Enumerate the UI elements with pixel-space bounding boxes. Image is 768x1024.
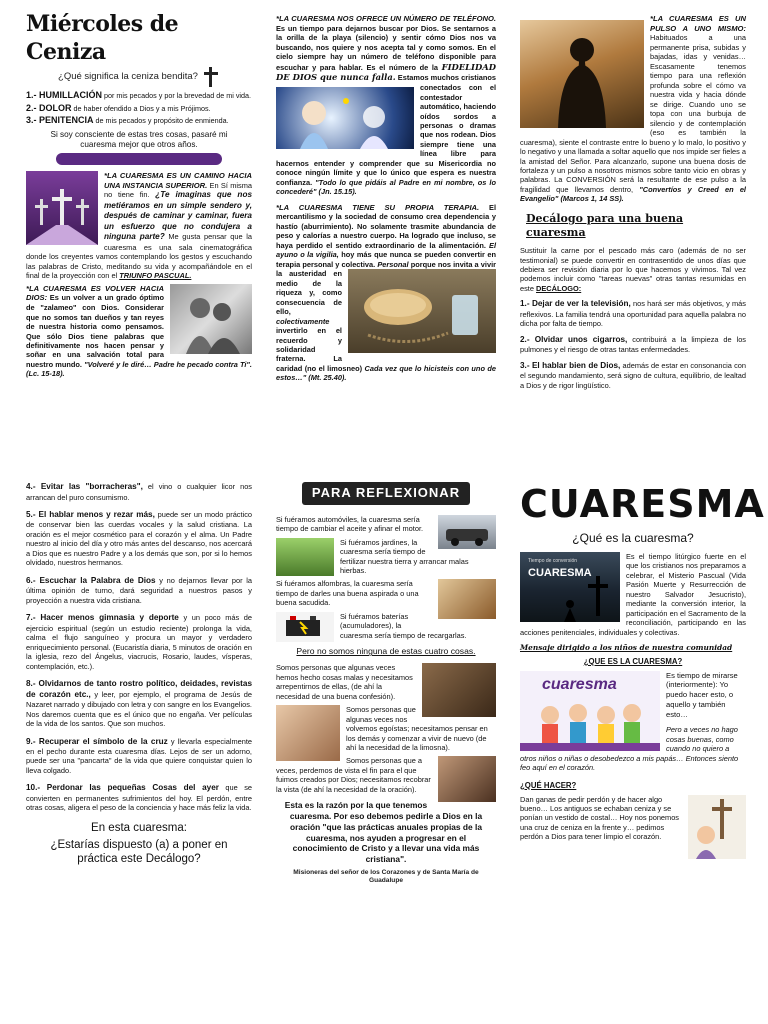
decalogue-text: que se convierten en permanentes sufrimientos del hoy. El perdón, entre otras cosas, aligera el peso de la conciencia y hace más feliz la vida. — [26, 783, 252, 813]
kids-what-is: ¿QUE ES LA CUARESMA? — [583, 656, 683, 666]
therapy-text-e: porque nos invita a vivir la austeridad en medio de la riqueza y, como consecuencia de ello, — [276, 259, 496, 317]
carpet-image — [438, 579, 496, 619]
reflect-reason: Esta es la razón por la que tenemos cuaresma. Por eso debemos pedirle a Dios en la oración "que las prácticas anuales propias de la cuaresma, nos ayuden a progresar en el conocimiento de Cristo y a llevar una vida más cristiana". — [284, 800, 483, 865]
tel-title: *LA CUARESMA NOS OFRECE UN NÚMERO DE TELÉFONO. — [276, 14, 496, 23]
therapy-text-g: invertirlo en el recuerdo y solidaridad fraterna. La caridad (no el limosneo) — [276, 326, 365, 373]
cover-image-title: CUARESMA — [528, 566, 592, 579]
decalogue-text: nos hará ser más objetivos, y más reflexivos. La familia tendrá una oportunidad para aquella palabra no dicha por falta de tiempo. — [520, 299, 746, 329]
children-message: Mensaje dirigido a los niños de nuestra comunidad — [520, 643, 733, 653]
meaning-item — [26, 103, 252, 115]
decalogue-item — [520, 335, 746, 355]
tel-quote: "Todo lo que pidáis al Padre en mi nombre, os lo concederé" (Jn. 15.15). — [276, 177, 496, 197]
therapy-quote: Cada vez que lo hicisteis con uno de estos…" (Mt. 25.40). — [276, 363, 496, 383]
cross-icon — [202, 66, 220, 88]
volver-quote: "Volveré y le diré… Padre he pecado contra Ti". (Lc. 15-18). — [26, 359, 252, 379]
crosses-image — [26, 171, 98, 245]
decalogue-text: y un poco más de ejercicio espiritual (según un estudio reciente) prolonga la vida, calma el flujo sanguíneo y procura un mayor y verdadero enriquecimiento personal. (Eucaristía diaria, 5 minutos de oración en la iglesia, rezo del Ángelus, viacrucis, Rosario, laudes, vísperas, contemplación, etc.). — [26, 613, 252, 671]
volver-title: *LA CUARESMA ES VOLVER HACIA DIOS: — [26, 283, 164, 303]
decalogue-text: y no dejarnos llevar por la última opinión de turno, dará seguridad a nuestros pasos y proyección a nuestra vida cristiana. — [26, 575, 252, 605]
garden-image — [276, 538, 334, 576]
decalogue-item — [26, 510, 252, 568]
decalogue-item — [26, 613, 252, 671]
decalogue-key: 7.- Hacer menos gimnasia y deporte — [26, 613, 179, 623]
decalogue-item — [520, 299, 746, 328]
section-camino — [26, 171, 252, 281]
section-pulse — [520, 14, 746, 204]
phone-call-image — [276, 87, 414, 149]
decalogue-key: 3.- El hablar bien de Dios, — [520, 360, 621, 370]
decalogue-intro — [520, 246, 746, 293]
meaning-list — [26, 90, 252, 127]
decalogue-text: puede ser un modo práctico de conservar bien las cuerdas vocales y la salud cristiana. La oración es el mejor cosmético para el corazón y el alma. Un Padre nuestro al inicio del día y otro más antes del descanso, nos acercará a Dios que es nuestro Padre y a los demás que son, por si lo hemos olvidado, nuestros hermanos. — [26, 509, 253, 568]
tel-fidelity: FIDELIDAD DE DIOS que nunca falla. — [276, 61, 496, 83]
decalogue-key: 5.- El hablar menos y rezar más, — [26, 509, 155, 519]
closing-question: ¿Estarías dispuesto (a) a poner en práctica este Decálogo? — [50, 838, 228, 866]
meaning-text: por mis pecados y por la brevedad de mi vida. — [102, 91, 252, 101]
decalogue-text: y llevarla especialmente en el pecho durante esta cuaresma días. Lejos de ser un adorno, puede ser una "pancarta" de la vida que quiere conquistar quien lo lleva colgado. — [26, 736, 252, 775]
decalogue-key: 10.- Perdonar las pequeñas Cosas del ayer — [26, 783, 219, 793]
reflect-prayer: Somos personas que a veces, perdemos de vista el fin para el que fuimos creados por Dios; necesitamos recobrar la vista (de ahí la necesidad de la oración). — [276, 756, 431, 794]
meaning-text: de haber ofendido a Dios y a mis Prójimos. — [71, 103, 211, 113]
therapy-title: *LA CUARESMA TIENE SU PROPIA TERAPIA. — [276, 202, 480, 212]
therapy-fasting: El ayuno o la vigilia, — [276, 240, 496, 260]
decalogue-text: y leer, por ejemplo, el programa de Jesús de Nazaret narrado y dibujado con letra y con sangre en los Evangelios. Nos daremos cuenta que es el único que no engaña. Ver películas de la vida de los santos. Que son muchos. — [26, 689, 252, 729]
meaning-key: 2.- DOLOR — [26, 102, 72, 113]
prodigal-son-image — [170, 284, 252, 354]
column-what-is-lent — [514, 474, 765, 942]
decalogue-text: además de estar en consonancia con el segundo mandamiento, será signo de cultura, equilibrio, de lealtad a Dios y de rigor lingüístico. — [520, 360, 747, 390]
decalogue-item — [26, 737, 252, 776]
definition-text: Es el tiempo litúrgico fuerte en el que los cristianos nos preparamos a celebrar, el Misterio Pascual (Vida Pasión Muerte y Resurrección de nuestro Salvador Jesucristo), mediante la conversión interior, la participación en el Sacramento de la reconciliación, participando en las acciones penitenciales, individuales y colectivas. — [520, 551, 746, 637]
section-telephone — [276, 14, 496, 197]
pulse-conversion: CONVERSIÓN — [566, 175, 616, 185]
therapy-text-a: El mercantilismo y la sociedad de consumo crea dependencia y hastío (aburrimiento). No solamente trasmite abundancia de peso y calorías a nuestro cuerpo. Ha logrado que incluso, se haya perdido el sentido extraordinario de la alimentación. — [276, 202, 496, 250]
cover-title: CUARESMA — [520, 482, 765, 526]
column-telephone — [270, 6, 502, 474]
section-volver — [26, 284, 252, 379]
decalogue-item — [520, 361, 746, 390]
reflect-car: Si fuéramos automóviles, la cuaresma sería tiempo de cambiar el aceite y afinar el motor. — [276, 514, 424, 534]
camino-triumph: TRIUNFO PASCUAL. — [119, 271, 192, 281]
car-image — [438, 515, 496, 549]
pulse-quote: "Convertíos y Creed en el Evangelio" (Marcos 1, 14 SS). — [520, 184, 746, 204]
tel-text-c: Estamos muchos cristianos conectados con el contestador automático, haciendo oídos sordos a personas o dramas que nos rodean. Dios siempre tiene una línea libre para hacernos entender y comprender que su Misericordia no conoce ningún límite y que lo único que espera es nuestra confianza. — [276, 73, 496, 187]
cover-image-caption: Tiempo de conversión — [528, 557, 578, 564]
camino-title: *LA CUARESMA ES UN CAMINO HACIA UNA INSTANCIA SUPERIOR. — [104, 170, 252, 190]
pulse-text-c: será la resultante de ese pulso a la fragilidad que llevamos dentro, — [520, 175, 746, 194]
decalogue-heading: Decálogo para una buena cuaresma — [526, 211, 684, 239]
camino-text-a: En Sí misma no tiene fin. — [104, 180, 252, 200]
kids-what-to-do: ¿QUÉ HACER? — [520, 780, 577, 790]
page-title: Miércoles de Ceniza — [26, 11, 179, 66]
sheet-front — [0, 6, 768, 474]
decalogue-item — [26, 679, 252, 728]
volver-text-a: Es un volver a un grado óptimo de "zalameo" con Dios. Considerar que no somos tan dueños y tan reyes de nuestra historia como pensamos. Que sólo Dios tiene palabras que definitivamente nos hacen pensar y soñar en una salvación total para nuestro mundo. — [26, 293, 164, 369]
kids-definition: Es tiempo de mirarse (interiormente): Yo puedo hacer esto, o aquello y también esto… — [666, 670, 738, 719]
reflect-but-we-are-not: Pero no somos ninguna de estas cuatro cosas. — [296, 646, 476, 657]
decalogue-key: 9.- Recuperar el símbolo de la cruz — [26, 736, 168, 746]
kids-cartoon-image — [520, 671, 660, 751]
bread-water-image — [348, 269, 496, 353]
kids-image-title: cuaresma — [542, 675, 617, 693]
decalogue-key: 4.- Evitar las "borracheras", — [26, 482, 143, 491]
camino-text-c: Me gusta pensar que la cuaresma es una sala cinematográfica donde los creyentes vamos contemplando los gestos y escuchando las palabras de Cristo, meditando su vida y acompañándole en el final de la proyección con el — [26, 232, 252, 281]
conscious-note: Si soy consciente de estas tres cosas, pasaré mi cuaresma mejor que otros años. — [50, 129, 228, 150]
meaning-item — [26, 115, 252, 127]
decorative-bar — [56, 153, 222, 165]
decalogue-intro-text: Sustituir la carne por el pescado más caro (además de no ser testimonial) se puede convertir en contrasentido de unos días que debiera ser revisión diaria por lo que hacemos y vivimos. Tal vez podemos incluir como "tareas nuevas" otras tantas resumidas en este — [520, 246, 746, 293]
section-definition — [520, 552, 746, 637]
kids-but: Pero a veces no hago cosas buenas, como cuando no quiero a otros niños o niñas o desobedezco a mis papás… Entonces siento feo aquí en el corazón. — [520, 725, 739, 773]
therapy-text-c: hoy más que nunca se pueden convertir en terapia personal y colectiva. — [276, 250, 497, 269]
reflect-banner: PARA REFLEXIONAR — [302, 482, 470, 505]
section-therapy — [276, 203, 496, 383]
reflect-garden: Si fuéramos jardines, la cuaresma sería tiempo de fertilizar nuestra tierra y arrancar malas hierbas. — [340, 537, 469, 575]
pulse-text-a: Habituados a una permanente prisa, subidas y bajadas, idas y venidas… Escasamente tenemos tiempo para una reflexión profunda sobre el cómo va nuestra vida y hacia dónde se dirige. Cuando uno se topa con una burbuja de silencio y de contemplación (eso es también la cuaresma), siente el contraste entre lo bueno y lo malo, lo positivo y lo negativo y una llamada a soltar aquello que nos impide ser fieles a la amistad del Señor. Para alcanzarlo, supone una buena dosis de fortaleza y un pulso a nosotros mismos sobre tanto vicio en obras y palabras. La — [520, 33, 746, 185]
decalogue-item — [26, 576, 252, 605]
therapy-personal: Personal — [377, 259, 409, 269]
ash-cross-child-image — [688, 795, 746, 859]
camino-question: ¿Te imaginas que nos metiéramos en un simple sendero y, después de caminar y caminar, fuera un esfuerzo que no condujera a ninguna parte? — [104, 190, 252, 242]
question-heading: ¿Qué significa la ceniza bendita? — [58, 70, 198, 82]
meaning-key: 1.- HUMILLACIÓN — [26, 90, 102, 101]
column-decalogue-continued — [20, 474, 258, 942]
meaning-text: de mis pecados y propósito de enmienda. — [93, 116, 229, 126]
cover-question: ¿Qué es la cuaresma? — [572, 530, 694, 545]
kids-what-to-do-text: Dan ganas de pedir perdón y de hacer algo bueno… Los antiguos se echaban ceniza y se ponían un vestido de costal… Hoy nos ponemos una cruz de ceniza en la frente y… pedimos perdón a Dios para tener limpio el corazón. — [520, 794, 679, 842]
decalogue-key: 1.- Dejar de ver la televisión, — [520, 299, 631, 309]
column-pulse — [514, 6, 752, 474]
praying-silhouette-image — [520, 20, 644, 128]
therapy-collective: colectivamente — [276, 316, 330, 326]
column-reflect — [270, 474, 502, 942]
decalogue-item — [26, 482, 252, 502]
tel-text-a: Es un tiempo para dejarnos buscar por Dios. Se sentarnos a la orilla de la playa (silencio) y sentir cómo Dios nos va buscando, nos quiere y nos acepta tal y como somos. En el cielo siempre hay un número de teléfono disponible para escuchar y para hablar. Es el número de la — [276, 23, 496, 72]
decalogue-key: 2.- Olvidar unos cigarros, — [520, 334, 628, 344]
decalogue-key: 6.- Escuchar la Palabra de Dios — [26, 575, 156, 585]
meaning-item — [26, 90, 252, 102]
meaning-key: 3.- PENITENCIA — [26, 115, 94, 126]
battery-image — [276, 612, 334, 642]
reflect-confession: Somos personas que algunas veces hemos hecho cosas malas y necesitamos arrepentirnos de ellas, (de ahí la necesidad de una buena confesión). — [276, 663, 413, 701]
confession-image — [422, 663, 496, 717]
giving-hands-image — [276, 705, 340, 761]
decalogue-intro-label: DECÁLOGO: — [536, 283, 582, 293]
signature: Misioneras del señor de los Corazones y de Santa María de Guadalupe — [293, 868, 479, 885]
sheet-back — [0, 474, 768, 942]
pulse-title: *LA CUARESMA ES UN PULSO A UNO MISMO: — [650, 14, 746, 33]
decalogue-text: contribuirá a la limpieza de los pulmones y el riesgo de otras tantas enfermedades. — [520, 334, 747, 355]
lent-cover-image — [520, 552, 620, 622]
closing-line-1: En esta cuaresma: — [91, 821, 187, 834]
decalogue-item — [26, 783, 252, 812]
column-ash-wednesday — [20, 6, 258, 474]
reflect-battery: Si fuéramos baterías (acumuladores), la cuaresma sería tiempo de recargarlas. — [340, 611, 467, 640]
reflect-alms: Somos personas que algunas veces nos volvemos egoístas; necesitamos pensar en los demás y comenzar a vivir de nuevo (de ahí la necesidad de la limosna). — [346, 705, 488, 752]
decalogue-text: el vino o cualquier licor nos arrancan del puro consumismo. — [26, 482, 252, 502]
praying-hands-image — [438, 756, 496, 802]
reflect-carpet: Si fuéramos alfombras, la cuaresma sería tiempo de darles una buena aspirada o una buena sacudida. — [276, 579, 419, 608]
decalogue-key: 8.- Olvidarnos de tanto rostro político, deidades, revistas de corazón etc., — [26, 679, 252, 699]
